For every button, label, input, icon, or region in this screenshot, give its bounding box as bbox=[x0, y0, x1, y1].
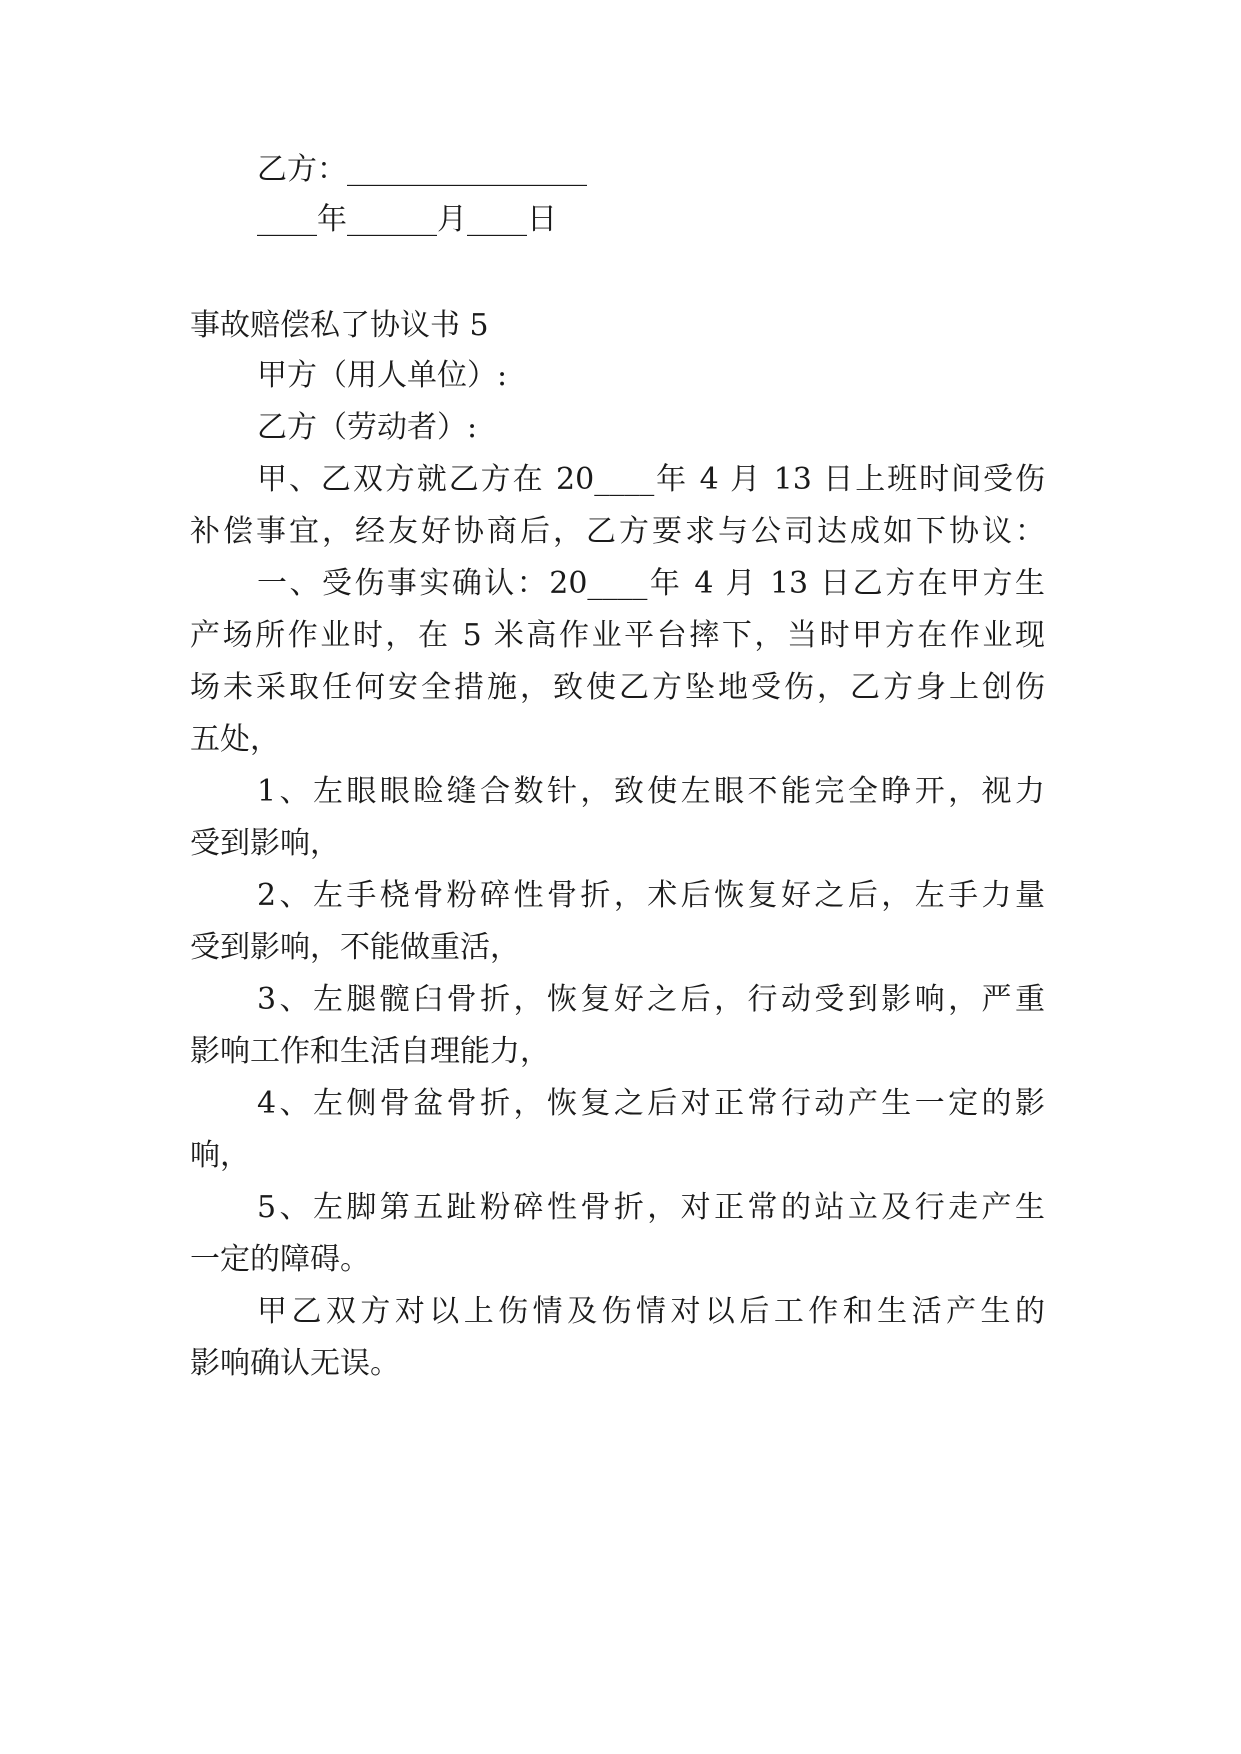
fact-paragraph-line-3: 场未采取任何安全措施，致使乙方坠地受伤，乙方身上创伤 bbox=[190, 670, 1045, 705]
item-3-line-1: 3、左腿髋臼骨折，恢复好之后，行动受到影响，严重 bbox=[257, 982, 1045, 1017]
item-5-line-2: 一定的障碍。 bbox=[190, 1242, 370, 1277]
document-title: 事故赔偿私了协议书 5 bbox=[190, 308, 489, 343]
item-4-line-1: 4、左侧骨盆骨折，恢复之后对正常行动产生一定的影 bbox=[257, 1086, 1045, 1121]
item-2-line-1: 2、左手桡骨粉碎性骨折，术后恢复好之后，左手力量 bbox=[257, 878, 1045, 913]
signature-date-line: ____年______月____日 bbox=[257, 202, 557, 237]
fact-paragraph-line-4: 五处， bbox=[190, 722, 280, 757]
item-4-line-2: 响， bbox=[190, 1138, 250, 1173]
party-a-label: 甲方（用人单位）: bbox=[257, 358, 508, 393]
item-2-line-2: 受到影响，不能做重活， bbox=[190, 930, 520, 965]
item-1-line-2: 受到影响， bbox=[190, 826, 340, 861]
intro-paragraph-line-1: 甲、乙双方就乙方在 20____年 4 月 13 日上班时间受伤 bbox=[257, 462, 1045, 497]
party-b-signature-line: 乙方：________________ bbox=[257, 152, 587, 187]
party-b-label: 乙方（劳动者）: bbox=[257, 410, 478, 445]
intro-paragraph-line-2: 补偿事宜，经友好协商后，乙方要求与公司达成如下协议： bbox=[190, 514, 1045, 549]
item-3-line-2: 影响工作和生活自理能力， bbox=[190, 1034, 550, 1069]
item-1-line-1: 1、左眼眼睑缝合数针，致使左眼不能完全睁开，视力 bbox=[257, 774, 1045, 809]
item-5-line-1: 5、左脚第五趾粉碎性骨折，对正常的站立及行走产生 bbox=[257, 1190, 1045, 1225]
confirm-paragraph-line-2: 影响确认无误。 bbox=[190, 1346, 400, 1381]
fact-paragraph-line-2: 产场所作业时，在 5 米高作业平台摔下，当时甲方在作业现 bbox=[190, 618, 1045, 653]
fact-paragraph-line-1: 一、受伤事实确认：20____年 4 月 13 日乙方在甲方生 bbox=[257, 566, 1045, 601]
confirm-paragraph-line-1: 甲乙双方对以上伤情及伤情对以后工作和生活产生的 bbox=[257, 1294, 1045, 1329]
